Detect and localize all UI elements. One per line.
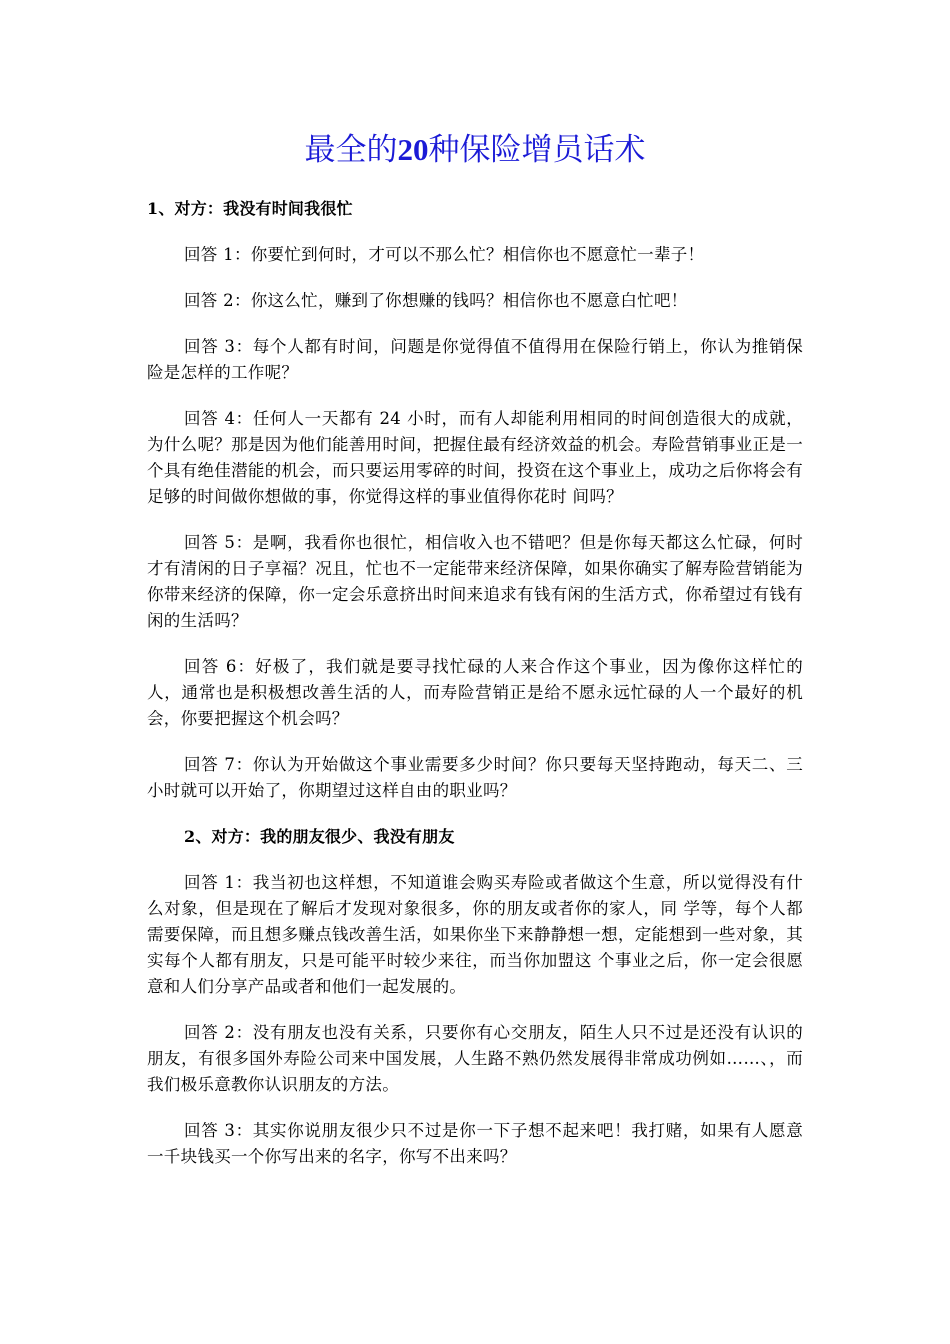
section-2-answer-1: 回答 1：我当初也这样想，不知道谁会购买寿险或者做这个生意，所以觉得没有什么对象，但是现在了解后才发现对象很多，你的朋友或者你的家人，同 学等，每个人都需要保障，而且想多赚点钱改善生活，如果你坐下来静静想一想，定能想到一些对象，其实每个人都有朋友，只是可能平时较少来往，而当你加盟这 个事业之后，你一定会很愿意和人们分享产品或者和他们一起发展的。: [147, 873, 803, 996]
title-suffix: 种保险增员话术: [428, 132, 646, 168]
section-1-answer-3: 回答 3：每个人都有时间，问题是你觉得值不值得用在保险行销上，你认为推销保险是怎样的工作呢？: [147, 337, 803, 382]
section-1-answer-2: 回答 2：你这么忙，赚到了你想赚的钱吗？相信你也不愿意白忙吧！: [184, 291, 688, 310]
section-2-heading: 2、对方：我的朋友很少、我没有朋友: [184, 827, 455, 846]
title-number: 20: [397, 132, 429, 167]
page-title: [0, 127, 950, 173]
section-1-answer-4: 回答 4：任何人一天都有 24 小时，而有人却能利用相同的时间创造很大的成就，为什么呢？那是因为他们能善用时间，把握住最有经济效益的机会。寿险营销事业正是一个具有绝佳潜能的机会，而只要运用零碎的时间，投资在这个事业上，成功之后你将会有足够的时间做你想做的事，你觉得这样的事业值得你花时 间吗？: [147, 409, 803, 506]
section-1-answer-6: 回答 6：好极了，我们就是要寻找忙碌的人来合作这个事业，因为像你这样忙的人，通常也是积极想改善生活的人，而寿险营销正是给不愿永远忙碌的人一个最好的机会，你要把握这个机会吗？: [147, 657, 803, 728]
section-1-answer-5: 回答 5：是啊，我看你也很忙，相信收入也不错吧？但是你每天都这么忙碌，何时才有清闲的日子享福？况且，忙也不一定能带来经济保障，如果你确实了解寿险营销能为你带来经济的保障，你一定会乐意挤出时间来追求有钱有闲的生活方式，你希望过有钱有闲的生活吗？: [147, 533, 803, 630]
section-2-answer-2: 回答 2：没有朋友也没有关系，只要你有心交朋友，陌生人只不过是还没有认识的朋友，有很多国外寿险公司来中国发展，人生路不熟仍然发展得非常成功例如……、，而我们极乐意教你认识朋友的方法。: [147, 1023, 803, 1094]
document-body: [147, 196, 803, 1190]
section-1-answer-1: 回答 1：你要忙到何时，才可以不那么忙？相信你也不愿意忙一辈子！: [184, 245, 705, 264]
section-2-answer-3: 回答 3：其实你说朋友很少只不过是你一下子想不起来吧！我打赌，如果有人愿意一千块钱买一个你写出来的名字，你写不出来吗？: [147, 1121, 803, 1166]
section-1-answer-7: 回答 7：你认为开始做这个事业需要多少时间？你只要每天坚持跑动，每天二、三小时就可以开始了，你期望过这样自由的职业吗？: [147, 755, 803, 800]
title-prefix: 最全的: [304, 132, 398, 168]
section-1-heading: 1、对方：我没有时间我很忙: [147, 199, 353, 218]
